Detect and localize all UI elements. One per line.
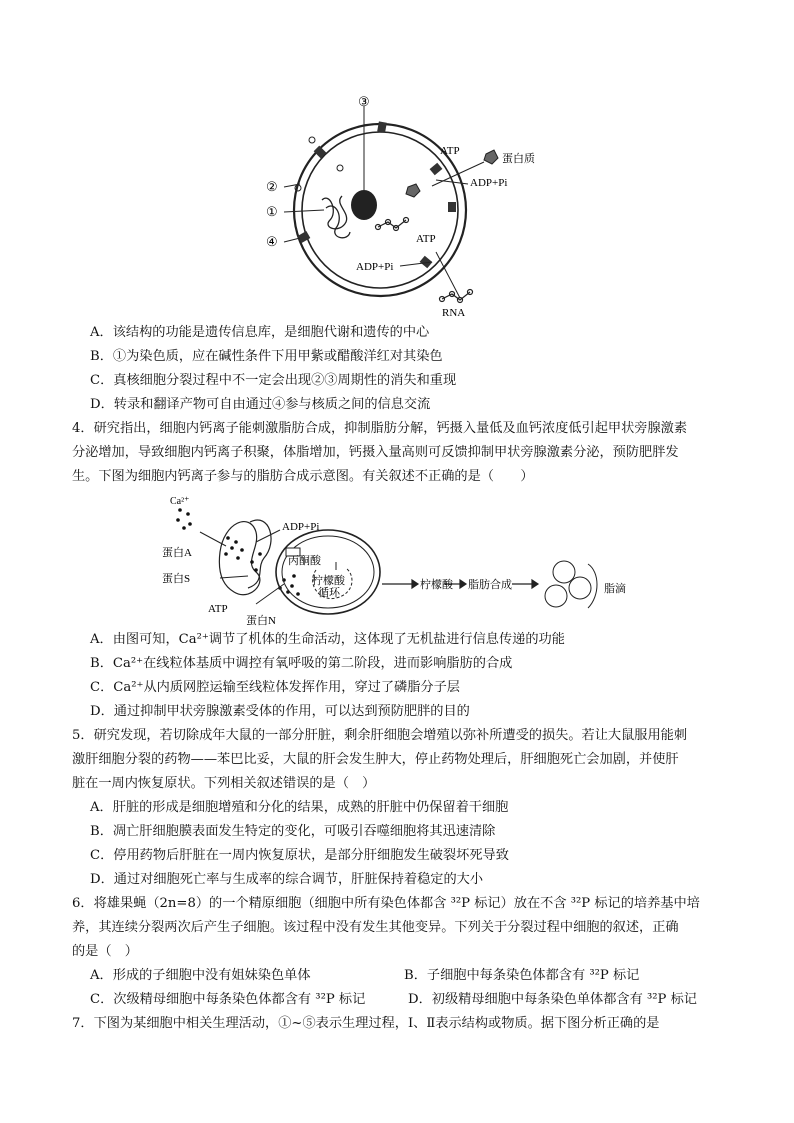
citric-cycle-label-1: 柠檬酸 xyxy=(312,575,345,587)
q6-option-c: C．次级精母细胞中每条染色体都含有 ³²P 标记 xyxy=(90,992,366,1007)
q5-stem-line-1: 5．研究发现，若切除成年大鼠的一部分肝脏，剩余肝细胞会增殖以弥补所遭受的损失。若让大鼠服用能刺 xyxy=(72,728,688,743)
q3-option-d: D．转录和翻译产物可自由通过④参与核质之间的信息交流 xyxy=(90,397,431,412)
atp-bottom-label: ATP xyxy=(416,233,436,245)
q4-option-c: C．Ca²⁺从内质网腔运输至线粒体发挥作用，穿过了磷脂分子层 xyxy=(90,680,460,695)
protein-a-label: 蛋白A xyxy=(162,547,192,559)
q5-option-c: C．停用药物后肝脏在一周内恢复原状，是部分肝细胞发生破裂坏死导致 xyxy=(90,848,509,863)
q6-stem-line-3: 的是（ ） xyxy=(72,944,138,959)
q5-stem-line-2: 激肝细胞分裂的药物——苯巴比妥，大鼠的肝会发生肿大，停止药物处理后，肝细胞死亡会加剧，并使肝 xyxy=(72,752,679,767)
q7-stem-line-1: 7．下图为某细胞中相关生理活动，①~⑤表示生理过程，Ⅰ、Ⅱ表示结构或物质。据下图分析正确的是 xyxy=(72,1016,660,1031)
q5-option-d: D．通过对细胞死亡率与生成率的综合调节，肝脏保持着稳定的大小 xyxy=(90,872,484,887)
adp-pi-top-label: ADP+Pi xyxy=(470,177,508,189)
marker-1-label: ① xyxy=(266,204,278,219)
citrate-label: 柠檬酸 xyxy=(420,579,453,591)
citric-cycle-label-2: 循环 xyxy=(318,587,340,599)
q6-stem-line-2: 养，其连续分裂两次后产生子细胞。该过程中没有发生其他变异。下列关于分裂过程中细胞的叙述，正确 xyxy=(72,920,679,935)
lipid-droplet-label: 脂滴 xyxy=(604,583,626,595)
adp-pi-label: ADP+Pi xyxy=(282,521,320,533)
q4-stem-line-1: 4．研究指出，细胞内钙离子能刺激脂肪合成，抑制脂肪分解，钙摄入量低及血钙浓度低引起甲状旁腺激素 xyxy=(72,421,688,436)
fat-synthesis-label: 脂肪合成 xyxy=(468,579,512,591)
q5-stem-line-3: 脏在一周内恢复原状。下列相关叙述错误的是（ ） xyxy=(72,776,376,791)
atp-top-label: ATP xyxy=(440,145,460,157)
protein-n-label: 蛋白N xyxy=(246,615,276,627)
q5-option-b: B．凋亡肝细胞膜表面发生特定的变化，可吸引吞噬细胞将其迅速清除 xyxy=(90,824,496,839)
q4-option-d: D．通过抑制甲状旁腺激素受体的作用，可以达到预防肥胖的目的 xyxy=(90,704,470,719)
q4-stem-line-3: 生。下图为细胞内钙离子参与的脂肪合成示意图。有关叙述不正确的是（ ） xyxy=(72,469,534,484)
q6-option-b: B．子细胞中每条染色体都含有 ³²P 标记 xyxy=(404,968,640,983)
marker-3-label: ③ xyxy=(358,94,370,109)
nucleus-diagram xyxy=(260,92,540,320)
pyruvate-label: 丙酮酸 xyxy=(288,555,321,567)
marker-4-label: ④ xyxy=(266,234,278,249)
q4-option-b: B．Ca²⁺在线粒体基质中调控有氧呼吸的第二阶段，进而影响脂肪的合成 xyxy=(90,656,513,671)
q6-stem-line-1: 6．将雄果蝇（2n=8）的一个精原细胞（细胞中所有染色体都含 ³²P 标记）放在不含 ³²P 标记的培养基中培 xyxy=(72,896,700,911)
marker-2-label: ② xyxy=(266,179,278,194)
calcium-fat-diagram xyxy=(160,492,640,628)
q4-option-a: A．由图可知，Ca²⁺调节了机体的生命活动，这体现了无机盐进行信息传递的功能 xyxy=(90,632,565,647)
rna-label: RNA xyxy=(442,307,466,319)
adp-pi-bottom-label: ADP+Pi xyxy=(356,261,394,273)
atp-label: ATP xyxy=(208,603,228,615)
q3-option-c: C．真核细胞分裂过程中不一定会出现②③周期性的消失和重现 xyxy=(90,373,457,388)
protein-s-label: 蛋白S xyxy=(162,573,191,585)
q6-option-d: D．初级精母细胞中每条染色单体都含有 ³²P 标记 xyxy=(408,992,697,1007)
q6-option-a: A．形成的子细胞中没有姐妹染色单体 xyxy=(90,968,311,983)
q3-option-b: B．①为染色质，应在碱性条件下用甲紫或醋酸洋红对其染色 xyxy=(90,349,443,364)
protein-label: 蛋白质 xyxy=(502,153,535,165)
ca-label: Ca²⁺ xyxy=(170,496,190,507)
q4-stem-line-2: 分泌增加，导致细胞内钙离子积聚，体脂增加，钙摄入量高则可反馈抑制甲状旁腺激素分泌，预防肥胖发 xyxy=(72,445,679,460)
q5-option-a: A．肝脏的形成是细胞增殖和分化的结果，成熟的肝脏中仍保留着干细胞 xyxy=(90,800,509,815)
q3-option-a: A．该结构的功能是遗传信息库，是细胞代谢和遗传的中心 xyxy=(90,325,430,340)
